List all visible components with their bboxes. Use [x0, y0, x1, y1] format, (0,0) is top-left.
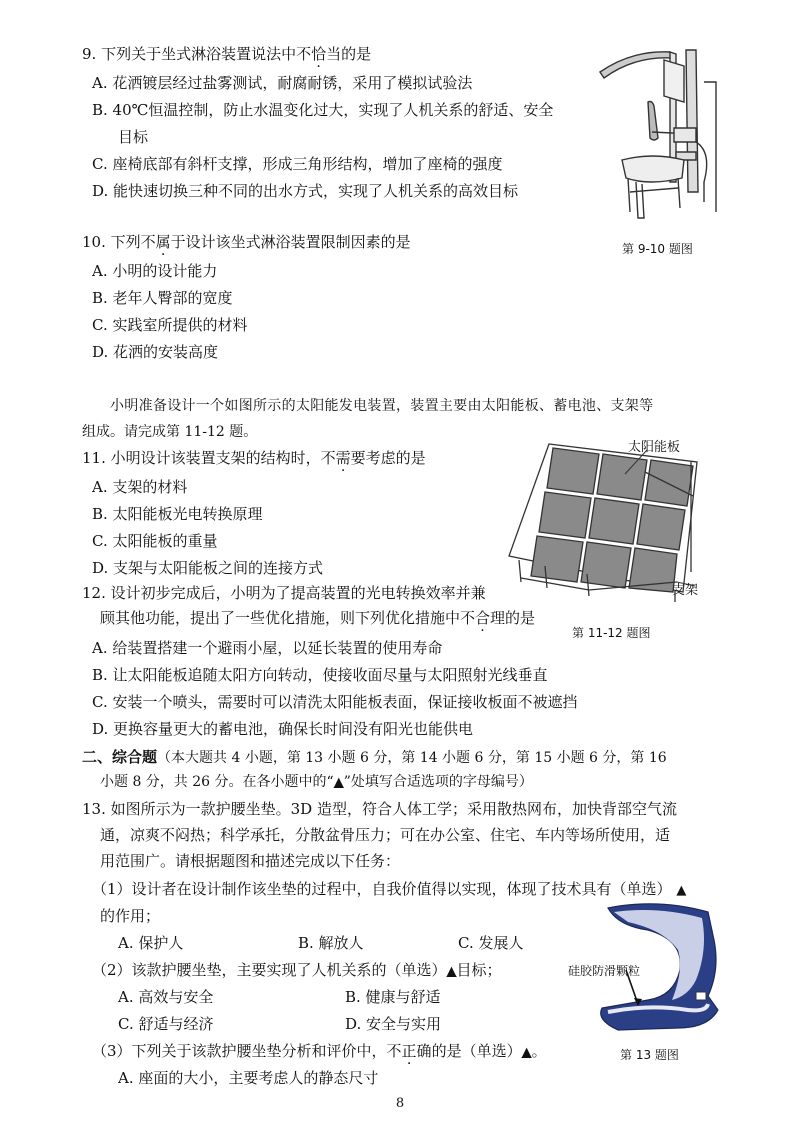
q9-option-d: D. 能快速切换三种不同的出水方式，实现了人机关系的高效目标	[92, 182, 519, 200]
q12-stem-line-1: 12. 设计初步完成后，小明为了提高装置的光电转换效率并兼	[82, 584, 486, 602]
q9-option-a: A. 花洒镀层经过盐雾测试，耐腐耐锈，采用了模拟试验法	[92, 74, 473, 92]
frame-label: 支架	[672, 583, 699, 598]
shower-chair-figure	[592, 42, 722, 220]
fig-11-12-caption: 第 11-12 题图	[572, 626, 651, 640]
q11-option-d: D. 支架与太阳能板之间的连接方式	[92, 559, 324, 577]
q13-p1-option-a: A. 保护人	[118, 934, 184, 952]
fig-9-10-caption: 第 9-10 题图	[622, 242, 693, 256]
q10-option-a: A. 小明的设计能力	[92, 262, 218, 280]
q10-option-c: C. 实践室所提供的材料	[92, 316, 248, 334]
q12-stem-line-2: 顾其他功能，提出了一些优化措施，则下列优化措施中不合理的是	[100, 609, 536, 627]
q12-option-d: D. 更换容量更大的蓄电池，确保长时间没有阳光也能供电	[92, 720, 474, 738]
q13-part-3: （3）下列关于该款护腰坐垫分析和评价中，不正确的是（单选）▲。	[92, 1042, 547, 1060]
q13-part-2: （2）该款护腰坐垫，主要实现了人机关系的（单选）▲目标；	[92, 961, 502, 979]
q13-stem-line-2: 通，凉爽不闷热；科学承托，分散盆骨压力；可在办公室、住宅、车内等场所使用，适	[100, 826, 671, 844]
q11-option-a: A. 支架的材料	[92, 478, 188, 496]
q13-stem-line-1: 13. 如图所示为一款护腰坐垫。3D 造型，符合人体工学；采用散热网布，加快背部空气流	[82, 800, 677, 818]
q13-p2-option-c: C. 舒适与经济	[118, 1015, 214, 1033]
q12-option-b: B. 让太阳能板追随太阳方向转动，使接收面尽量与太阳照射光线垂直	[92, 666, 548, 684]
q10-option-b: B. 老年人臀部的宽度	[92, 289, 233, 307]
section-2-header: 二、综合题（本大题共 4 小题，第 13 小题 6 分，第 14 小题 6 分，第 15 小题 6 分，第 16	[82, 748, 667, 766]
q9-option-b: B. 40℃恒温控制，防止水温变化过大，实现了人机关系的舒适、安全	[92, 101, 554, 119]
q10-option-d: D. 花洒的安装高度	[92, 343, 219, 361]
q11-stem: 11. 小明设计该装置支架的结构时，不需要考虑的是	[82, 449, 426, 467]
q13-part-1: （1）设计者在设计制作该坐垫的过程中，自我价值得以实现，体现了技术具有（单选） ▲	[92, 880, 687, 898]
q9-option-b-cont: 目标	[118, 128, 149, 146]
intro-line-2: 组成。请完成第 11-12 题。	[82, 424, 258, 440]
q13-p2-option-b: B. 健康与舒适	[345, 988, 441, 1006]
solar-panel-label: 太阳能板	[628, 440, 681, 455]
q11-option-b: B. 太阳能板光电转换原理	[92, 505, 263, 523]
q10-stem: 10. 下列不属于设计该坐式淋浴装置限制因素的是	[82, 233, 411, 251]
q9-stem: 9. 下列关于坐式淋浴装置说法中不恰当的是	[82, 45, 372, 63]
q12-option-a: A. 给装置搭建一个避雨小屋，以延长装置的使用寿命	[92, 639, 443, 657]
q13-p1-option-c: C. 发展人	[458, 934, 524, 952]
fig-13-caption: 第 13 题图	[620, 1048, 679, 1062]
intro-line-1: 小明准备设计一个如图所示的太阳能发电装置，装置主要由太阳能板、蓄电池、支架等	[110, 398, 654, 414]
q13-p1-option-b: B. 解放人	[298, 934, 364, 952]
page-number: 8	[395, 1096, 405, 1111]
q13-p2-option-a: A. 高效与安全	[118, 988, 214, 1006]
q13-p2-option-d: D. 安全与实用	[345, 1015, 442, 1033]
q13-stem-line-3: 用范围广。请根据题图和描述完成以下任务：	[100, 852, 401, 870]
silicone-particles-label: 硅胶防滑颗粒	[568, 964, 641, 978]
q9-option-c: C. 座椅底部有斜杆支撑，形成三角形结构，增加了座椅的强度	[92, 155, 503, 173]
q11-option-c: C. 太阳能板的重量	[92, 532, 218, 550]
q12-option-c: C. 安装一个喷头，需要时可以清洗太阳能板表面，保证接收板面不被遮挡	[92, 693, 578, 711]
q13-part-1-cont: 的作用；	[100, 907, 161, 925]
section-2-header-cont: 小题 8 分，共 26 分。在各小题中的“▲”处填写合适选项的字母编号）	[100, 774, 533, 790]
q13-p3-option-a: A. 座面的大小，主要考虑人的静态尺寸	[118, 1069, 379, 1087]
